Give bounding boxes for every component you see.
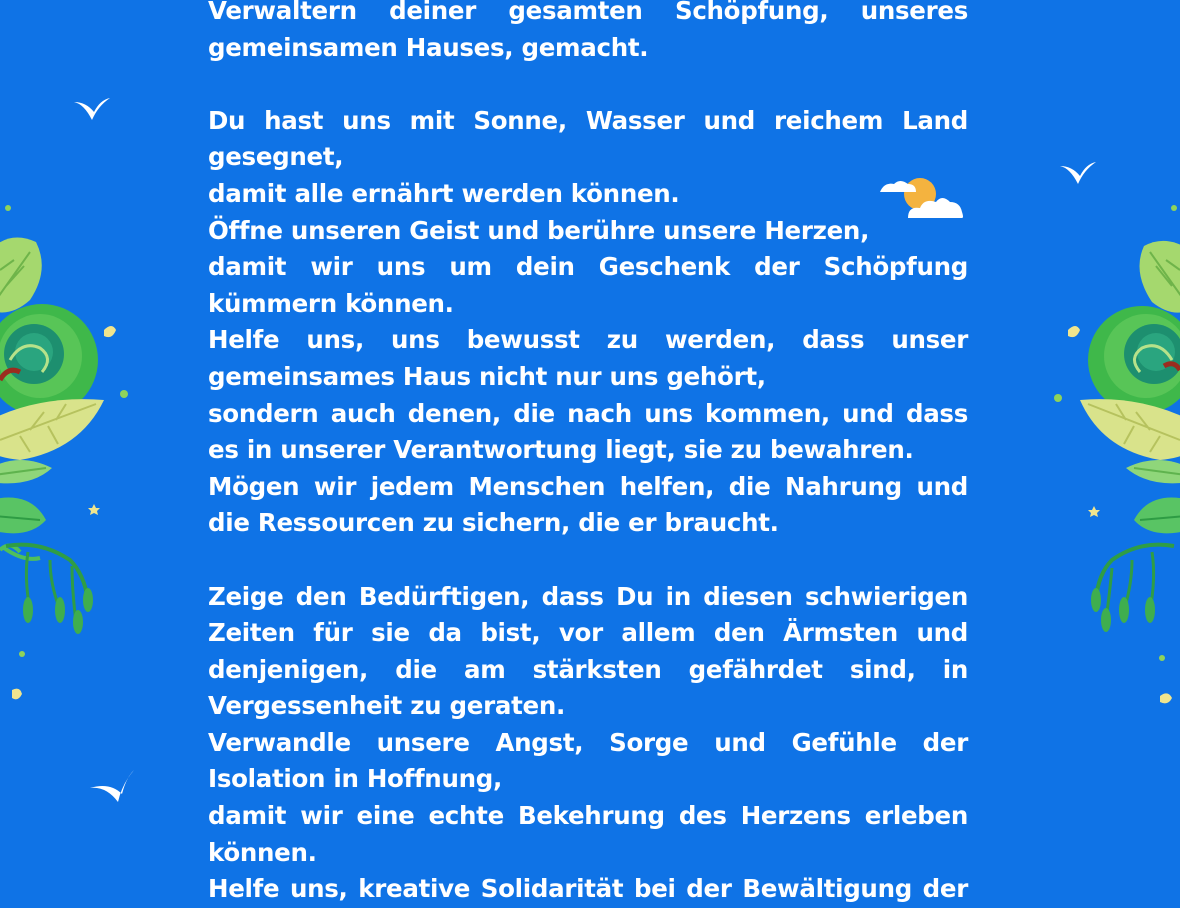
prayer-line: Du hast uns mit Sonne, Wasser und reichem Land gesegnet, xyxy=(208,105,968,172)
prayer-line: Zeige den Bedürftigen, dass Du in diesen schwierigen Zeiten für sie da bist, vor allem den Ärmsten und denjenigen, die am stärksten gefährdet sind, in Vergessenheit zu geraten. xyxy=(208,581,968,721)
prayer-line: Verwaltern deiner gesamten Schöpfung, unseres gemeinsamen Hauses, gemacht. xyxy=(208,0,968,62)
bird-icon xyxy=(88,768,138,808)
prayer-line: Verwandle unsere Angst, Sorge und Gefühle der Isolation in Hoffnung, xyxy=(208,727,968,794)
prayer-line: Helfe uns, kreative Solidarität bei der Bewältigung der xyxy=(208,874,968,904)
bird-icon xyxy=(1058,160,1098,190)
leaf-cluster-icon xyxy=(1040,190,1180,710)
prayer-line: Mögen wir jedem Menschen helfen, die Nahrung und die Ressourcen zu sichern, die er braucht. xyxy=(208,471,968,538)
prayer-line: damit alle ernährt werden können. xyxy=(208,178,680,208)
prayer-line: damit wir eine echte Bekehrung des Herzens erleben können. xyxy=(208,801,968,867)
prayer-text xyxy=(208,0,968,908)
prayer-line: Öffne unseren Geist und berühre unsere Herzen, xyxy=(208,215,870,245)
prayer-line: Helfe uns, uns bewusst zu werden, dass unser gemeinsames Haus nicht nur uns gehört, xyxy=(208,325,968,391)
prayer-line: sondern auch denen, die nach uns kommen, und dass es in unserer Verantwortung liegt, sie zu bewahren. xyxy=(208,398,968,465)
paragraph-spacer xyxy=(208,66,968,103)
prayer-line: damit wir uns um dein Geschenk der Schöpfung kümmern können. xyxy=(208,252,968,318)
paragraph-spacer xyxy=(208,542,968,579)
bird-icon xyxy=(72,96,112,126)
leaf-cluster-icon xyxy=(0,190,140,710)
